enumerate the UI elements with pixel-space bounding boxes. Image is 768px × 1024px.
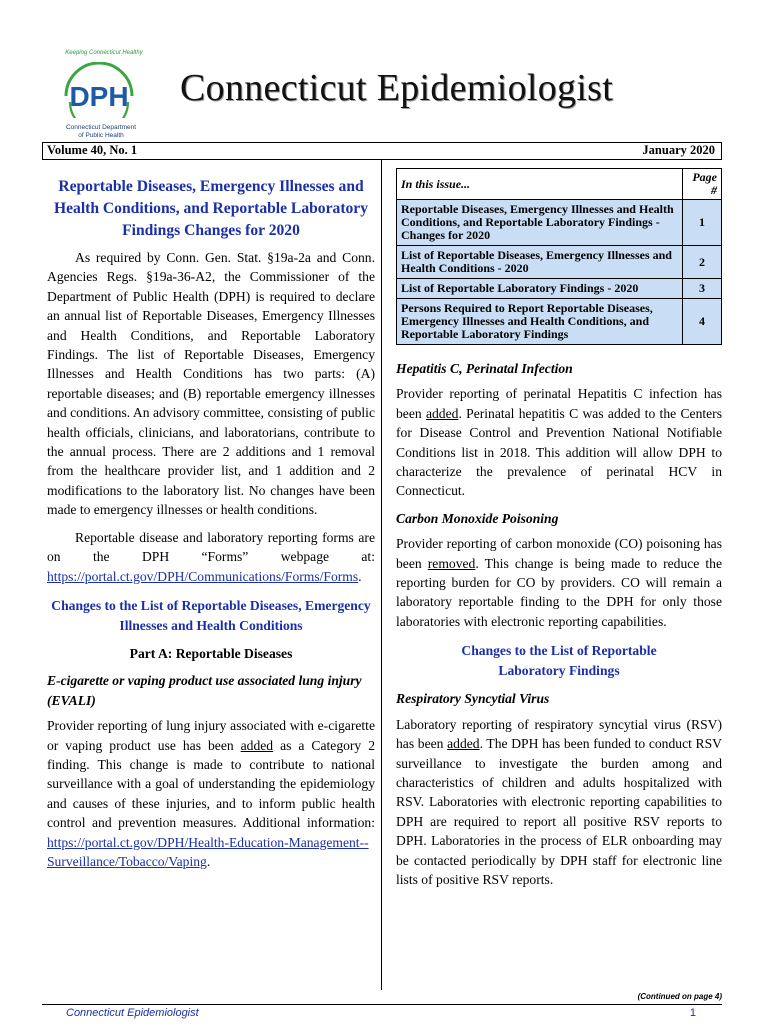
- vaping-link[interactable]: https://portal.ct.gov/DPH/Health-Education-Management--Surveillance/Tobacco/Vaping: [47, 834, 369, 869]
- right-column: [396, 168, 722, 897]
- co-heading: Carbon Monoxide Poisoning: [396, 510, 559, 526]
- toc-row[interactable]: [397, 200, 722, 246]
- footer-page-number: 1: [689, 1007, 696, 1019]
- co-paragraph: [396, 534, 722, 631]
- forms-link[interactable]: https://portal.ct.gov/DPH/Communications/Forms/Forms: [47, 568, 359, 584]
- toc-page-header: Page #: [683, 169, 722, 200]
- rsv-added: added: [447, 736, 480, 752]
- hepc-text-1: Provider reporting of perinatal Hepatitis C infection has been: [396, 386, 722, 421]
- toc-header: In this issue...: [397, 169, 683, 200]
- rsv-text-2: . The DPH has been funded to conduct RSV surveillance to investigate the burden among and characteristics of children and adults hospitalized with RSV. Laboratories with electronic reporting capabilities to DPH are required to report all positive RSV reports to DPH. Laboratories in the process of ELR onboarding may be contacted periodically by DPH staff for electronic line lists of positive RSV reports.: [396, 736, 722, 887]
- co-removed: removed: [427, 555, 476, 571]
- toc-item-page: 1: [683, 200, 722, 246]
- lead-paragraph-1: As required by Conn. Gen. Stat. §19a-2a and Conn. Agencies Regs. §19a-36-A2, the Commissioner of the Department of Public Health (DPH) is required to declare an annual list of Reportable Diseases, Emergency Illnesses and Health Conditions, and Reportable Laboratory Findings. The list of Reportable Diseases, Emergency Illnesses and Health Conditions has two parts: (A) reportable diseases; and (B) reportable emergency illnesses and conditions. An advisory committee, consisting of public health officials, clinicians, and laboratorians, contribute to the annual process. There are 2 additions and 1 removal from the healthcare provider list, and 1 addition and 2 modifications to the laboratory list. No changes have been made to emergency illnesses or health conditions.: [47, 250, 375, 518]
- column-divider: [381, 160, 382, 990]
- toc-item-page: 2: [683, 246, 722, 279]
- section-a-heading: Changes to the List of Reportable Diseases, Emergency Illnesses and Health Conditions: [51, 597, 371, 633]
- logo-tagline: Keeping Connecticut Healthy: [65, 50, 143, 56]
- toc-row[interactable]: [397, 246, 722, 279]
- issue-volume: Volume 40, No. 1: [47, 143, 138, 157]
- toc-header-row: [397, 169, 722, 200]
- masthead-title: Connecticut Epidemiologist: [180, 67, 614, 109]
- toc-item-title[interactable]: List of Reportable Diseases, Emergency Illnesses and Health Conditions - 2020: [397, 246, 683, 279]
- forms-text: Reportable disease and laboratory reporting forms are on the DPH “Forms” webpage at:: [47, 529, 375, 565]
- evali-paragraph: [47, 716, 375, 871]
- evali-added: added: [240, 737, 274, 753]
- lead-article-title: Reportable Diseases, Emergency Illnesses and Health Conditions, and Reportable Laboratory Findings Changes for 2020: [53, 178, 369, 239]
- co-text-2: . This change is being made to reduce the reporting burden for CO by providers. CO will remain a laboratory reportable finding to the DPH for only those laboratories with electronic reporting capabilities.: [396, 555, 723, 629]
- toc-item-page: 4: [683, 299, 722, 345]
- rsv-paragraph: [396, 715, 722, 890]
- part-a-heading: Part A: Reportable Diseases: [129, 645, 293, 661]
- footer-publication: Connecticut Epidemiologist: [66, 1007, 199, 1019]
- rsv-heading: Respiratory Syncytial Virus: [396, 691, 550, 707]
- logo-dept-line1: Connecticut Department: [65, 124, 137, 131]
- footer-rule: [42, 1004, 722, 1005]
- logo-dept-line2: of Public Health: [78, 132, 124, 139]
- lab-section-heading: Changes to the List of Reportable Laboratory Findings: [461, 643, 657, 679]
- issue-date: January 2020: [642, 143, 715, 157]
- forms-end: .: [358, 568, 362, 584]
- toc-item-title[interactable]: Reportable Diseases, Emergency Illnesses and Health Conditions, and Reportable Laboratory Findings - Changes for 2020: [397, 200, 683, 246]
- dph-logo-mark-icon: [60, 62, 138, 118]
- evali-text-2: as a Category 2 finding. This change is made to contribute to national surveillance with a goal of understanding the epidemiology and causes of these injuries, and to inform public health control and prevention measures. Additional information:: [47, 737, 376, 831]
- toc-item-page: 3: [683, 279, 722, 299]
- issue-bar: [42, 142, 722, 160]
- toc-row[interactable]: [397, 299, 722, 345]
- in-this-issue-table: [396, 168, 722, 345]
- evali-end: .: [206, 853, 211, 869]
- toc-item-title[interactable]: Persons Required to Report Reportable Diseases, Emergency Illnesses and Health Conditions, and Reportable Laboratory Findings: [397, 299, 683, 345]
- continued-note: (Continued on page 4): [637, 992, 722, 1001]
- left-column: [47, 176, 375, 879]
- lead-paragraph-2: [47, 528, 375, 586]
- toc-item-title[interactable]: List of Reportable Laboratory Findings - 2020: [397, 279, 683, 299]
- rsv-text-1: Laboratory reporting of respiratory syncytial virus (RSV) has been: [396, 716, 722, 752]
- evali-text-1: Provider reporting of lung injury associated with e-cigarette or vaping product use has been: [47, 718, 375, 753]
- hepc-paragraph: [396, 384, 722, 500]
- logo-mark-text: DPH: [69, 81, 129, 112]
- evali-heading: E-cigarette or vaping product use associated lung injury (EVALI): [47, 673, 362, 708]
- dph-logo: [56, 50, 148, 142]
- hepc-heading: Hepatitis C, Perinatal Infection: [396, 361, 573, 376]
- co-text-1: Provider reporting of carbon monoxide (CO) poisoning has been: [396, 536, 722, 571]
- hepc-text-2: . Perinatal hepatitis C was added to the Centers for Disease Control and Prevention National Notifiable Conditions list in 2018. This addition will allow DPH to characterize the prevalence of perinatal HCV in Connecticut.: [396, 405, 722, 499]
- hepc-added: added: [425, 405, 459, 421]
- toc-row[interactable]: [397, 279, 722, 299]
- logo-department: [56, 124, 146, 140]
